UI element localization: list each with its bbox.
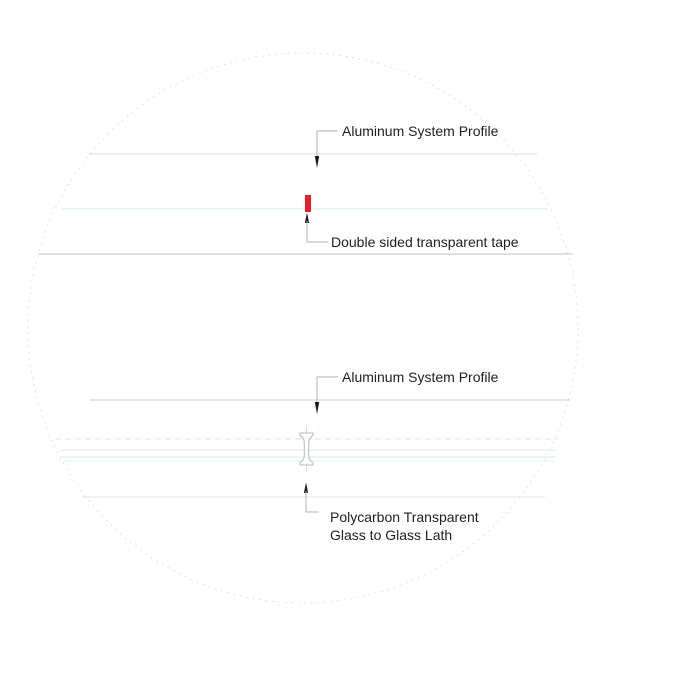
leader-line-lath — [306, 491, 319, 512]
leader-line-tape — [307, 221, 328, 242]
label-aluminum-system-profile-bottom: Aluminum System Profile — [342, 369, 499, 385]
arrow-down-aluminum-bottom-icon — [315, 402, 319, 414]
label-double-sided-transparent-tape: Double sided transparent tape — [331, 234, 519, 250]
label-polycarbon-line2: Glass to Glass Lath — [330, 527, 453, 543]
glass-lath-ibeam-symbol — [300, 433, 313, 465]
leader-line-aluminum-bottom — [317, 377, 338, 402]
label-polycarbon-line1: Polycarbon Transparent — [330, 509, 479, 525]
label-polycarbon-glass-lath — [330, 508, 479, 544]
label-aluminum-system-profile-top: Aluminum System Profile — [342, 123, 499, 139]
leader-line-aluminum-top — [317, 131, 338, 156]
arrow-down-aluminum-top-icon — [315, 156, 319, 168]
double-sided-tape-symbol — [305, 195, 311, 212]
